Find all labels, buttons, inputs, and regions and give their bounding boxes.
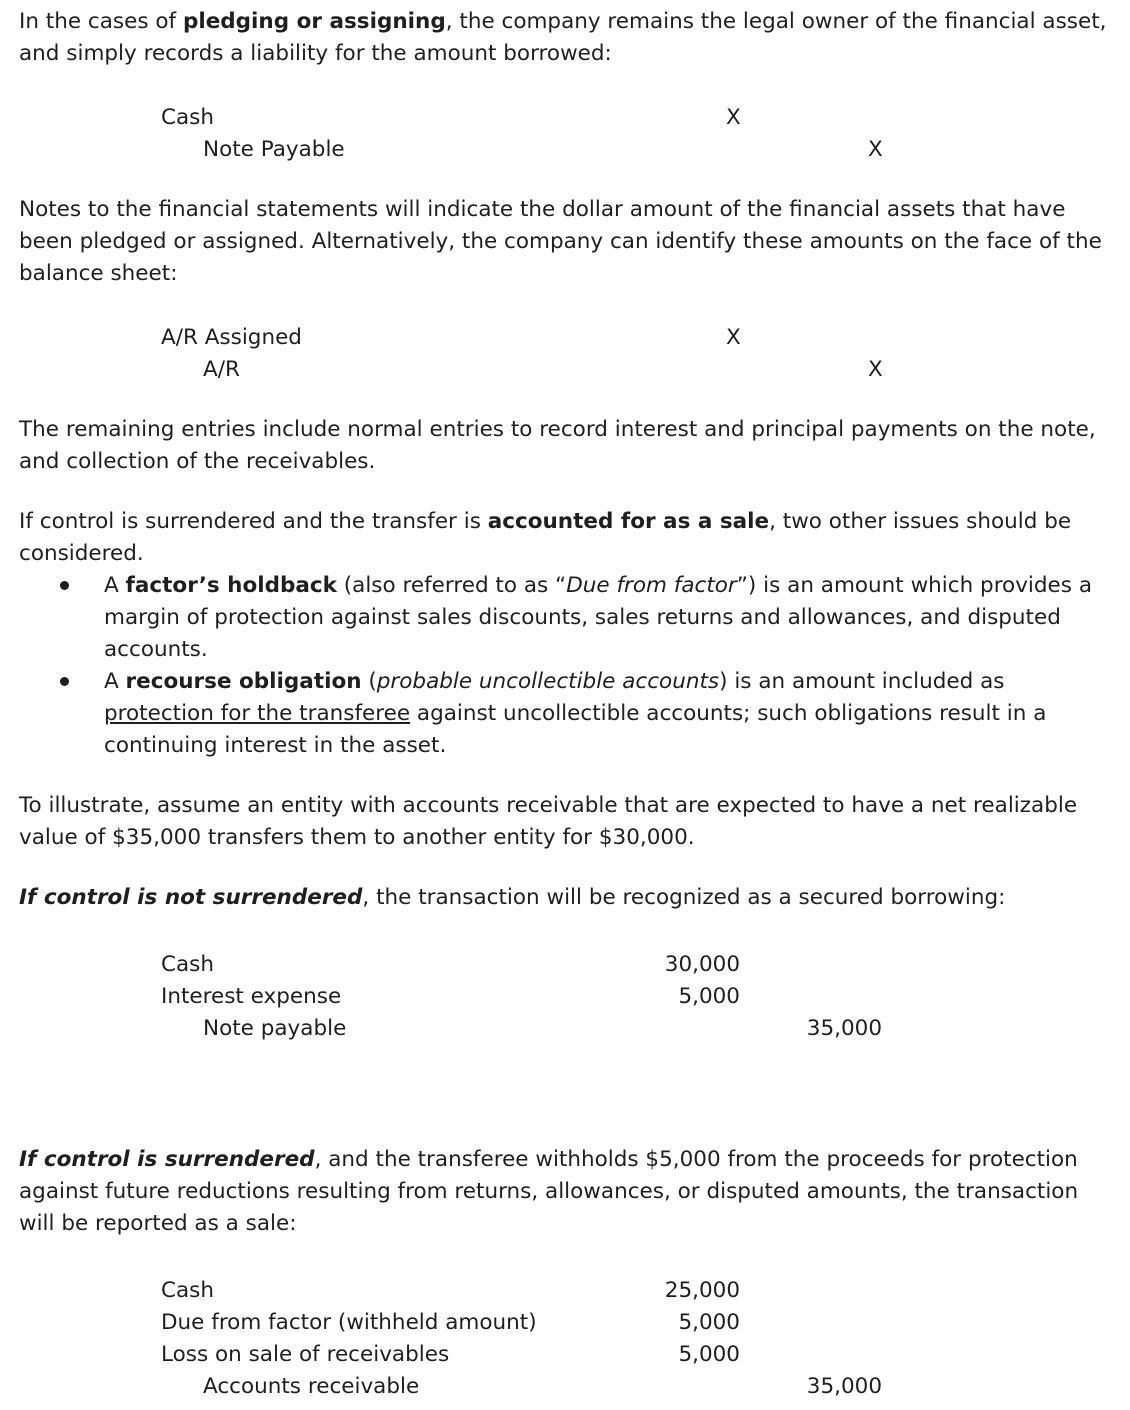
journal-entry-1-debit bbox=[0, 102, 1130, 134]
entry-account: Due from factor (withheld amount) bbox=[161, 1310, 537, 1335]
entry-account: Cash bbox=[161, 1278, 215, 1303]
entry-debit-amount: 5,000 bbox=[678, 984, 740, 1009]
entry-account: Interest expense bbox=[161, 984, 342, 1009]
term-bold: factor’s holdback bbox=[125, 573, 337, 598]
journal-entry-3-credit bbox=[0, 1013, 1130, 1045]
entry-credit-amount: 35,000 bbox=[806, 1374, 882, 1399]
control-text-end: , two other issues should be considered. bbox=[19, 509, 1072, 566]
not-surrendered-heading: If control is not surrendered bbox=[19, 885, 363, 910]
entry-debit-amount: 5,000 bbox=[678, 1310, 740, 1335]
surrendered-heading: If control is surrendered bbox=[19, 1147, 315, 1172]
issues-bullet-list bbox=[19, 570, 1114, 762]
journal-entry-3-debit bbox=[0, 949, 1130, 981]
entry-account: Cash bbox=[161, 105, 215, 130]
entry-debit-amount: 30,000 bbox=[664, 952, 740, 977]
entry-debit-amount: 25,000 bbox=[664, 1278, 740, 1303]
journal-entry-3-debit bbox=[0, 981, 1130, 1013]
illustration-paragraph: To illustrate, assume an entity with accounts receivable that are expected to have a net realizable value of $35,000 transfers them to another entity for $30,000. bbox=[19, 793, 1078, 850]
entry-credit-amount: X bbox=[868, 137, 883, 162]
journal-entry-4-debit bbox=[0, 1339, 1130, 1371]
entry-debit-amount: 5,000 bbox=[678, 1342, 740, 1367]
entry-account: Note Payable bbox=[203, 137, 345, 162]
notes-paragraph: Notes to the financial statements will indicate the dollar amount of the financial assets that have been pledged or assigned. Alternatively, the company can identify these amounts on the face of the balance sheet: bbox=[19, 197, 1102, 286]
entry-credit-amount: 35,000 bbox=[806, 1016, 882, 1041]
entry-credit-amount: X bbox=[868, 357, 883, 382]
journal-entry-4-debit bbox=[0, 1275, 1130, 1307]
underlined-phrase: protection for the transferee bbox=[104, 701, 411, 726]
entry-account: Accounts receivable bbox=[203, 1374, 420, 1399]
entry-debit-amount: X bbox=[726, 105, 741, 130]
journal-entry-1-credit bbox=[0, 134, 1130, 166]
intro-text-end: , the company remains the legal owner of the financial asset, and simply records a liability for the amount borrowed: bbox=[19, 9, 1107, 66]
journal-entry-4-credit bbox=[0, 1371, 1130, 1403]
list-item: A recourse obligation (probable uncollectible accounts) is an amount included as protection for the transferee against uncollectible accounts; such obligations result in a continuing interest in the asset. bbox=[19, 666, 1114, 762]
term-italic: Due from factor bbox=[566, 573, 737, 598]
bullet-icon bbox=[60, 677, 69, 686]
entry-account: Cash bbox=[161, 952, 215, 977]
entry-account: Note payable bbox=[203, 1016, 347, 1041]
control-surrendered-paragraph bbox=[19, 506, 1114, 570]
list-item: A factor’s holdback (also referred to as “Due from factor”) is an amount which provides a margin of protection against sales discounts, sales returns and allowances, and disputed accounts. bbox=[19, 570, 1114, 666]
term-bold: recourse obligation bbox=[125, 669, 362, 694]
entry-account: A/R Assigned bbox=[161, 325, 302, 350]
entry-account: Loss on sale of receivables bbox=[161, 1342, 450, 1367]
bullet-icon bbox=[60, 581, 69, 590]
journal-entry-4-debit bbox=[0, 1307, 1130, 1339]
term-italic: probable uncollectible accounts bbox=[376, 669, 720, 694]
not-surrendered-paragraph: If control is not surrendered, the transaction will be recognized as a secured borrowing: bbox=[19, 885, 1006, 910]
journal-entry-2-credit bbox=[0, 354, 1130, 386]
intro-bold: pledging or assigning bbox=[182, 9, 446, 34]
intro-paragraph bbox=[19, 6, 1114, 70]
entry-account: A/R bbox=[203, 357, 240, 382]
remaining-entries-paragraph: The remaining entries include normal entries to record interest and principal payments on the note, and collection of the receivables. bbox=[19, 417, 1096, 474]
intro-text: In the cases of bbox=[19, 9, 183, 34]
control-bold: accounted for as a sale bbox=[487, 509, 770, 534]
journal-entry-2-debit bbox=[0, 322, 1130, 354]
control-text: If control is surrendered and the transfer is bbox=[19, 509, 488, 534]
surrendered-paragraph: If control is surrendered, and the transferee withholds $5,000 from the proceeds for protection against future reductions resulting from returns, allowances, or disputed amounts, the transaction will be reported as a sale: bbox=[19, 1147, 1079, 1236]
entry-debit-amount: X bbox=[726, 325, 741, 350]
